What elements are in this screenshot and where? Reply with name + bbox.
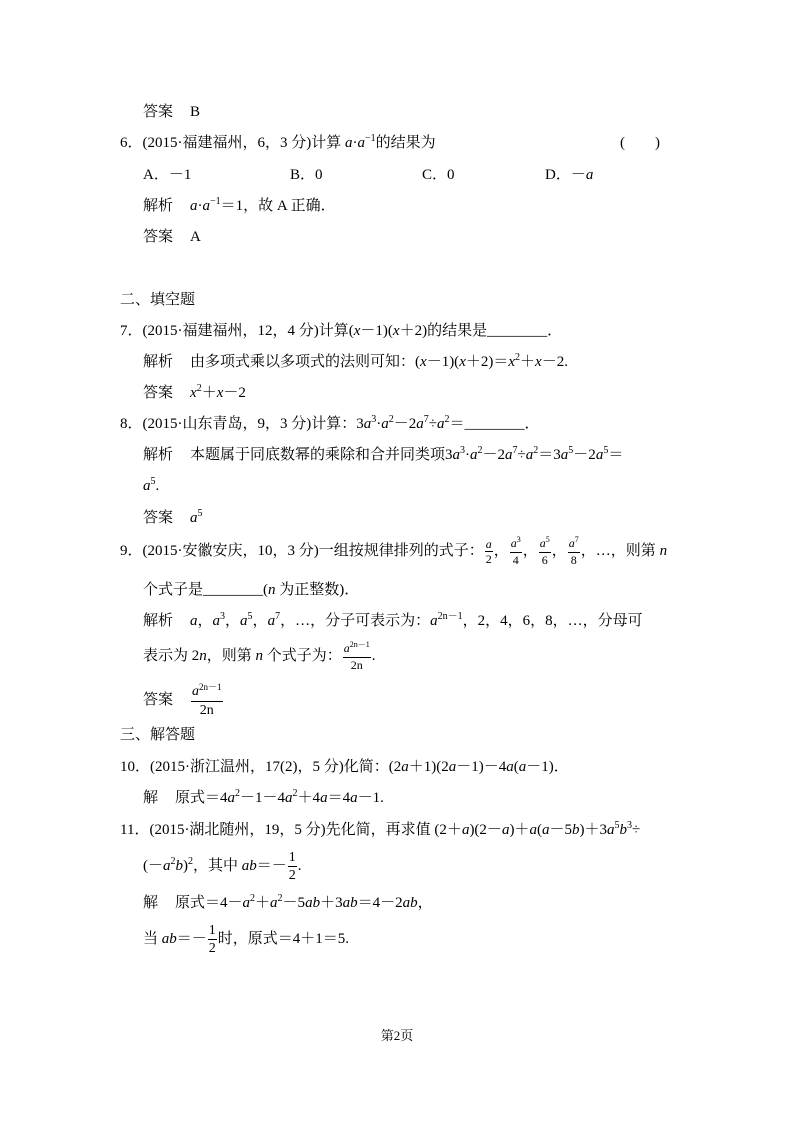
- text-run: －1)(: [426, 354, 460, 370]
- variable: a: [461, 822, 470, 838]
- question-11-stem-continued: [143, 849, 302, 884]
- exponent: 2: [533, 445, 539, 456]
- exponent: −1: [210, 196, 221, 207]
- text-run: ＋: [520, 354, 536, 370]
- text-run: ，: [252, 613, 268, 629]
- fraction-numerator: [539, 536, 551, 553]
- question-11-conclusion: [143, 922, 349, 957]
- text-run: ÷: [428, 416, 437, 432]
- exponent: 5: [545, 535, 550, 545]
- solution-label: 解: [143, 895, 159, 911]
- analysis-label: 解析: [143, 198, 174, 214]
- exponent: 3: [460, 445, 466, 456]
- answer-label: 答案: [143, 510, 174, 526]
- text-run: ÷: [631, 822, 641, 838]
- answer-bracket: ( ): [620, 135, 660, 151]
- variable: n: [659, 542, 668, 559]
- exponent: 2: [196, 383, 202, 394]
- question-6-answer: [143, 227, 201, 247]
- exponent: 5: [197, 508, 203, 519]
- exponent: −1: [365, 133, 376, 144]
- fraction: [343, 641, 371, 672]
- variable: n: [255, 647, 264, 664]
- exponent: 3: [220, 611, 226, 622]
- text-run: －2: [393, 416, 417, 432]
- variable: a: [505, 447, 513, 463]
- variable: a: [518, 759, 527, 775]
- text-run: )＋3: [579, 822, 607, 838]
- text-run: (: [513, 759, 519, 775]
- exponent: 2n－1: [199, 681, 222, 692]
- answer-label: 答案: [143, 692, 174, 709]
- question-9-stem-continued: [143, 580, 359, 600]
- question-10-stem: [120, 757, 569, 777]
- text-run: 个式子是________(: [143, 582, 268, 598]
- text-run: D．－: [545, 167, 586, 183]
- text-run: ，…，分子可表示为：: [280, 613, 431, 629]
- text-run: ，…，则第: [580, 542, 660, 559]
- variable: a: [212, 613, 221, 629]
- exponent: 2: [388, 414, 394, 425]
- text-run: ＋3: [320, 895, 343, 911]
- text-run: ，其中: [193, 857, 242, 874]
- text-run: 当: [143, 930, 162, 947]
- text-run: ＝4: [327, 790, 351, 806]
- text-run: ＝4－2: [357, 895, 403, 911]
- variable: a: [606, 822, 615, 838]
- variable: a: [539, 536, 546, 550]
- variable: a: [437, 416, 445, 432]
- variable: a: [345, 135, 353, 151]
- question-7-stem: [120, 321, 562, 341]
- text-run: ，: [197, 613, 213, 629]
- variable: b: [571, 822, 580, 838]
- variable: ab: [342, 895, 358, 911]
- variable: a: [568, 536, 575, 550]
- exponent: 2n－1: [349, 640, 370, 650]
- exponent: 2: [292, 788, 298, 799]
- text-run: －1)－4: [456, 759, 507, 775]
- text-run: ，: [522, 542, 538, 559]
- text-run: ＝3: [538, 447, 561, 463]
- text-run: 6．(2015·福建福州，6，3 分)计算: [120, 135, 345, 151]
- variable: a: [357, 135, 365, 151]
- question-10-solution: [143, 788, 384, 810]
- fraction-denominator: 2n: [350, 658, 363, 672]
- variable: x: [216, 385, 224, 401]
- fraction-numerator: [485, 537, 493, 552]
- variable: ab: [161, 930, 177, 947]
- text-run: )＋: [509, 822, 530, 838]
- variable: x: [420, 354, 427, 370]
- exponent: 3: [371, 414, 377, 425]
- fraction-denominator: 2: [485, 552, 492, 566]
- variable: ab: [305, 895, 321, 911]
- fraction-numerator: [343, 641, 371, 658]
- question-7-analysis: [143, 352, 568, 374]
- question-11-stem: [120, 820, 640, 842]
- fraction: [568, 536, 580, 567]
- fraction: [539, 536, 551, 567]
- variable: a: [506, 759, 514, 775]
- variable: a: [501, 822, 510, 838]
- question-9-stem: [120, 536, 667, 567]
- fraction: [485, 537, 493, 566]
- text-run: 10．(2015·浙江温州，17(2)，5 分)化简：(2: [120, 759, 402, 775]
- text-run: .: [371, 647, 376, 664]
- exponent: 7: [512, 445, 518, 456]
- text-run: ＋2)＝: [465, 354, 509, 370]
- variable: a: [529, 822, 537, 838]
- text-run: ，: [493, 542, 509, 559]
- question-8-answer: [143, 508, 203, 530]
- text-run: 8．(2015·山东青岛，9，3 分)计算：3: [120, 416, 364, 432]
- variable: a: [267, 613, 276, 629]
- question-8-analysis-continued: [143, 476, 159, 498]
- exponent: 5: [603, 445, 609, 456]
- variable: ab: [402, 895, 418, 911]
- question-6-stem: [120, 133, 436, 155]
- text-run: －2: [223, 385, 246, 401]
- variable: a: [343, 641, 350, 655]
- answer-label: 答案: [143, 385, 174, 401]
- text-run: 为正整数)．: [275, 582, 360, 598]
- answer-value: B: [190, 104, 201, 120]
- question-9-analysis-continued: [143, 641, 376, 672]
- exponent: 7: [574, 535, 579, 545]
- variable: ab: [241, 857, 257, 874]
- fraction-numerator: [568, 536, 580, 553]
- text-run: ，: [551, 542, 567, 559]
- text-run: ): [183, 857, 188, 874]
- section-heading-fill-in: 二、填空题: [120, 292, 196, 308]
- text-run: －5: [282, 895, 306, 911]
- exponent: 5: [568, 445, 574, 456]
- exponent: 7: [423, 414, 429, 425]
- text-run: ＝－: [176, 930, 207, 947]
- fraction: [288, 849, 297, 884]
- variable: a: [240, 613, 248, 629]
- section-heading-solve: 三、解答题: [120, 727, 196, 743]
- variable: n: [199, 647, 207, 664]
- text-run: (: [536, 822, 542, 838]
- question-9-answer: [143, 683, 224, 719]
- exponent: 5: [150, 476, 156, 487]
- text-run: ，: [417, 895, 433, 911]
- variable: a: [401, 759, 409, 775]
- analysis-label: 解析: [143, 613, 174, 629]
- text-run: (－: [143, 857, 163, 874]
- text-run: 表示为 2: [143, 647, 200, 664]
- text-run: ＋4: [297, 790, 321, 806]
- text-run: 9．(2015·安徽安庆，10，3 分)一组按规律排列的式子：: [120, 542, 484, 559]
- variable: a: [448, 759, 457, 775]
- variable: a: [242, 895, 251, 911]
- question-9-analysis: [143, 611, 643, 633]
- variable: a: [270, 895, 278, 911]
- text-run: 个式子为：: [263, 647, 342, 664]
- exponent: 5: [247, 611, 253, 622]
- text-run: ＋2)的结果是________．: [399, 323, 563, 339]
- exponent: 2n－1: [437, 611, 463, 622]
- variable: a: [143, 478, 151, 494]
- text-run: ÷: [517, 447, 526, 463]
- question-8-stem: [120, 414, 540, 436]
- variable: a: [470, 447, 478, 463]
- variable: a: [190, 198, 198, 214]
- variable: a: [510, 536, 517, 550]
- text-run: 原式＝4: [175, 790, 228, 806]
- text-run: －2.: [541, 354, 568, 370]
- variable: a: [485, 537, 492, 551]
- variable: b: [175, 857, 183, 874]
- text-run: －2: [482, 447, 506, 463]
- exponent: 7: [275, 611, 281, 622]
- variable: a: [363, 416, 372, 432]
- text-run: ＋: [255, 895, 271, 911]
- variable: a: [452, 447, 461, 463]
- question-5-answer: [143, 102, 200, 122]
- text-run: ·: [352, 135, 358, 151]
- variable: x: [190, 385, 197, 401]
- variable: b: [619, 822, 627, 838]
- variable: a: [192, 684, 200, 699]
- text-run: ·: [465, 447, 471, 463]
- text-run: 时，原式＝4＋1＝5.: [217, 930, 350, 947]
- variable: a: [320, 790, 328, 806]
- text-run: ，: [225, 613, 241, 629]
- text-run: 11．(2015·湖北随州，19，5 分)先化简，再求值 (2＋: [120, 822, 462, 838]
- text-run: ＝________．: [449, 416, 540, 432]
- variable: x: [508, 354, 516, 370]
- variable: a: [416, 416, 424, 432]
- exponent: 2: [170, 855, 176, 867]
- question-6-analysis: [143, 196, 336, 218]
- variable: a: [541, 822, 550, 838]
- question-7-answer: [143, 383, 246, 405]
- page-number: 第2页: [380, 1028, 414, 1043]
- option-a: A．－1: [143, 167, 192, 183]
- variable: a: [430, 613, 438, 629]
- fraction: [208, 922, 217, 957]
- fraction-numerator: 1: [208, 923, 216, 938]
- variable: a: [227, 790, 236, 806]
- text-run: 本题属于同底数幂的乘除和合并同类项3: [190, 447, 453, 463]
- option-c: C．0: [422, 167, 455, 183]
- text-run: .: [155, 478, 160, 494]
- text-run: ，则第: [206, 647, 256, 664]
- fraction-denominator: 6: [541, 553, 548, 567]
- fraction: [191, 683, 223, 719]
- exponent: 2: [515, 352, 521, 363]
- fraction-denominator: 4: [512, 553, 519, 567]
- variable: a: [350, 790, 358, 806]
- text-run: ·: [376, 416, 382, 432]
- variable: x: [392, 323, 400, 339]
- text-run: 由多项式乘以多项式的法则可知：(: [190, 354, 421, 370]
- variable: a: [285, 790, 293, 806]
- text-run: 的结果为: [375, 135, 436, 151]
- exponent: 3: [626, 820, 632, 831]
- variable: a: [163, 857, 171, 874]
- text-run: －1)．: [526, 759, 569, 775]
- variable: a: [585, 167, 594, 183]
- text-run: ，2，4，6，8，…，分母可: [462, 613, 643, 629]
- fraction-numerator: [510, 536, 522, 553]
- fraction-numerator: 1: [288, 850, 296, 865]
- option-b: B．0: [290, 167, 323, 183]
- exponent: 2: [250, 893, 256, 904]
- exponent: 2: [235, 788, 241, 799]
- text-run: －5: [549, 822, 572, 838]
- variable: a: [190, 613, 198, 629]
- text-run: －2: [573, 447, 596, 463]
- variable: a: [595, 447, 604, 463]
- text-run: ＝－: [256, 857, 287, 874]
- analysis-label: 解析: [143, 447, 174, 463]
- text-run: .: [297, 857, 302, 874]
- fraction: [510, 536, 522, 567]
- text-run: －1)(: [360, 323, 393, 339]
- text-run: ·: [197, 198, 203, 214]
- text-run: )(2－: [469, 822, 502, 838]
- variable: a: [381, 416, 389, 432]
- text-run: ＝1，故 A 正确．: [220, 198, 336, 214]
- variable: a: [190, 510, 198, 526]
- fraction-numerator: [191, 683, 223, 702]
- solution-label: 解: [143, 790, 159, 806]
- text-run: ＝: [608, 447, 624, 463]
- variable: x: [353, 323, 361, 339]
- answer-label: 答案: [143, 229, 174, 245]
- variable: a: [560, 447, 569, 463]
- question-11-solution: [143, 893, 433, 915]
- text-run: －1－4: [240, 790, 286, 806]
- exponent: 2: [188, 855, 193, 867]
- question-8-analysis: [143, 445, 623, 467]
- analysis-label: 解析: [143, 354, 174, 370]
- fraction-denominator: 8: [570, 553, 577, 567]
- fraction-denominator: 2: [208, 941, 216, 956]
- text-run: 7．(2015·福建福州，12，4 分)计算(: [120, 323, 354, 339]
- exponent: 2: [477, 445, 483, 456]
- option-d: [545, 165, 593, 185]
- variable: a: [525, 447, 534, 463]
- text-run: ＋: [201, 385, 217, 401]
- exponent: 2: [444, 414, 450, 425]
- text-run: －1.: [357, 790, 384, 806]
- variable: n: [268, 582, 276, 598]
- fraction-denominator: 2: [288, 868, 296, 883]
- variable: a: [202, 198, 211, 214]
- variable: x: [459, 354, 466, 370]
- exponent: 5: [614, 820, 620, 831]
- exponent: 2: [277, 893, 283, 904]
- variable: x: [535, 354, 542, 370]
- text-run: 原式＝4－: [175, 895, 243, 911]
- text-run: ＋1)(2: [408, 759, 449, 775]
- exponent: 3: [516, 535, 521, 545]
- answer-label: 答案: [143, 104, 174, 120]
- answer-value: A: [190, 229, 201, 245]
- fraction-denominator: 2n: [199, 703, 214, 718]
